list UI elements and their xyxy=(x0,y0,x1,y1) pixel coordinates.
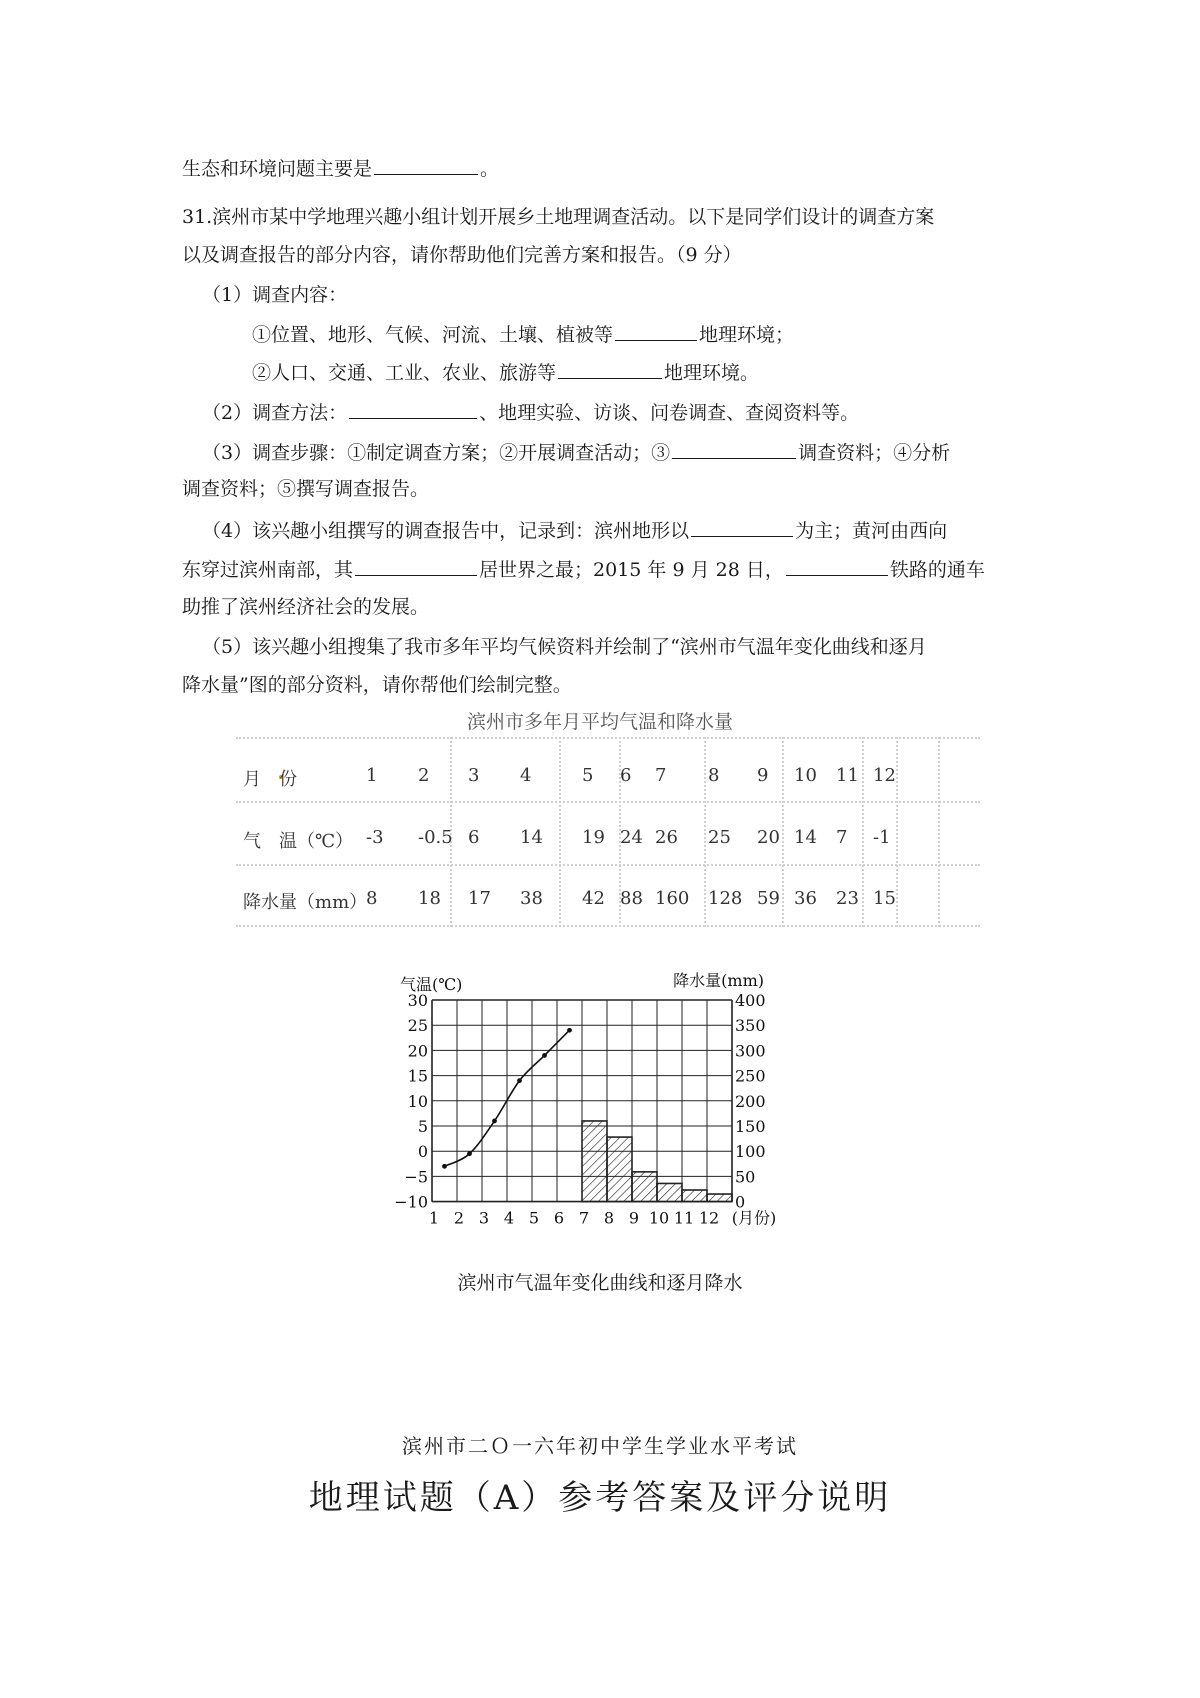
left-tick-label: 30 xyxy=(407,991,428,1010)
x-tick-label: 11 xyxy=(673,1208,695,1228)
right-tick-label: 0 xyxy=(735,1192,746,1212)
temperature-point xyxy=(492,1119,497,1124)
temp-cell: 6 xyxy=(468,827,480,848)
temperature-point xyxy=(517,1078,522,1083)
answer-blank-1b[interactable] xyxy=(558,358,662,379)
precip-cell: 15 xyxy=(873,888,896,909)
x-tick-label: 6 xyxy=(553,1208,565,1228)
right-tick-label: 100 xyxy=(735,1142,766,1162)
left-axis-title: 气温(℃) xyxy=(400,975,463,994)
precip-cell: 128 xyxy=(708,888,743,909)
table-rule xyxy=(559,737,561,927)
q31-part-4-post: 为主；黄河由西向 xyxy=(795,520,948,542)
table-rule xyxy=(236,925,980,927)
q31-part-1b-pre: ②人口、交通、工业、农业、旅游等 xyxy=(252,362,557,384)
top-line xyxy=(182,154,499,182)
month-cell: 8 xyxy=(708,765,720,786)
table-rule xyxy=(938,737,940,927)
q31-part-4-line-2a: 东穿过滨州南部，其 xyxy=(182,559,354,581)
x-tick-label: 4 xyxy=(503,1208,515,1228)
left-tick-label: 25 xyxy=(407,1016,428,1036)
temperature-point xyxy=(542,1053,547,1058)
answer-key-title: 地理试题（A）参考答案及评分说明 xyxy=(308,1478,892,1518)
answer-blank-4a[interactable] xyxy=(691,516,793,537)
q31-part-2-post: 、地理实验、访谈、问卷调查、查阅资料等。 xyxy=(479,402,860,424)
temp-cell: -0.5 xyxy=(418,827,453,848)
q31-part-5-line-2: 降水量”图的部分资料，请你帮他们绘制完整。 xyxy=(182,674,572,696)
top-line-end: 。 xyxy=(480,158,500,180)
table-caption: 滨州市多年月平均气温和降水量 xyxy=(466,711,733,733)
q31-part-2 xyxy=(202,398,859,426)
table-rule xyxy=(236,737,980,739)
q31-part-4-line-3: 助推了滨州经济社会的发展。 xyxy=(182,596,430,618)
x-tick-label: 2 xyxy=(453,1208,465,1228)
right-tick-label: 350 xyxy=(735,1016,766,1036)
answer-blank-4c[interactable] xyxy=(786,555,888,576)
temp-cell: -1 xyxy=(873,827,891,848)
month-cell: 9 xyxy=(757,765,769,786)
left-tick-label: 20 xyxy=(407,1041,428,1061)
temperature-point xyxy=(567,1028,572,1033)
top-line-text: 生态和环境问题主要是 xyxy=(182,158,373,180)
q31-intro-line-2: 以及调查报告的部分内容，请你帮助他们完善方案和报告。（9 分） xyxy=(182,244,742,266)
q31-part-4 xyxy=(202,516,947,544)
month-cell: 7 xyxy=(655,765,667,786)
precip-cell: 38 xyxy=(520,888,543,909)
q31-part-3-pre: （3）调查步骤：①制定调查方案；②开展调查活动；③ xyxy=(202,442,671,464)
month-cell: 1 xyxy=(366,765,378,786)
month-cell: 12 xyxy=(873,765,896,786)
precip-cell: 17 xyxy=(468,888,491,909)
q31-intro-line-1: 31.滨州市某中学地理兴趣小组计划开展乡土地理调查活动。以下是同学们设计的调查方案 xyxy=(182,206,935,228)
left-tick-label: 10 xyxy=(407,1091,428,1111)
temp-cell: 24 xyxy=(620,827,643,848)
row-label-precip: 降水量（mm） xyxy=(243,892,368,913)
precip-bar xyxy=(632,1172,657,1202)
left-tick-label: 0 xyxy=(417,1142,428,1162)
q31-part-2-pre: （2）调查方法： xyxy=(202,402,348,424)
month-cell: 5 xyxy=(582,765,594,786)
q31-part-5-line-1: （5）该兴趣小组搜集了我市多年平均气候资料并绘制了“滨州市气温年变化曲线和逐月 xyxy=(202,636,927,658)
right-tick-label: 200 xyxy=(735,1091,766,1111)
q31-part-1a-post: 地理环境； xyxy=(699,324,795,346)
precip-cell: 59 xyxy=(757,888,780,909)
table-rule xyxy=(236,864,980,866)
climate-table xyxy=(236,737,980,927)
precip-cell: 160 xyxy=(655,888,690,909)
answer-blank-2[interactable] xyxy=(349,398,477,419)
x-tick-label: 8 xyxy=(603,1208,615,1228)
left-tick-label: 15 xyxy=(407,1066,428,1086)
left-tick-label: 5 xyxy=(417,1117,428,1136)
month-cell: 2 xyxy=(418,765,430,786)
answer-blank-4b[interactable] xyxy=(355,555,477,576)
q31-part-3-line-2: 调查资料；⑤撰写调查报告。 xyxy=(182,478,430,500)
table-rule xyxy=(862,737,864,927)
precip-cell: 88 xyxy=(620,888,643,909)
q31-part-1a-pre: ①位置、地形、气候、河流、土壤、植被等 xyxy=(252,324,614,346)
precip-bar xyxy=(657,1183,682,1201)
table-rule xyxy=(236,801,980,803)
exam-title: 滨州市二Ｏ一六年初中学生学业水平考试 xyxy=(402,1434,798,1458)
x-tick-label: 7 xyxy=(578,1208,590,1228)
precip-bar xyxy=(707,1194,732,1202)
right-axis-title: 降水量(mm) xyxy=(673,971,764,990)
precip-cell: 36 xyxy=(794,888,817,909)
row-label-temp: 气 温（℃） xyxy=(243,831,354,852)
table-rule xyxy=(704,737,706,927)
month-cell: 3 xyxy=(468,765,480,786)
left-tick-label: −5 xyxy=(404,1167,428,1187)
temp-cell: 7 xyxy=(836,827,848,848)
temp-cell: -3 xyxy=(366,827,384,848)
q31-part-1b xyxy=(252,358,759,386)
q31-part-4-line-2 xyxy=(182,555,985,583)
x-axis-unit: (月份) xyxy=(731,1208,777,1228)
x-tick-label: 12 xyxy=(698,1208,720,1228)
q31-part-1-heading: （1）调查内容： xyxy=(202,284,348,306)
answer-blank-1a[interactable] xyxy=(615,320,697,341)
q31-part-1a xyxy=(252,320,794,348)
q31-part-4-line-2c: 铁路的通车 xyxy=(889,559,985,581)
row-label-month: 月 份 xyxy=(243,769,297,790)
precip-bar xyxy=(582,1121,607,1202)
x-tick-label: 9 xyxy=(628,1208,640,1228)
temp-cell: 25 xyxy=(708,827,731,848)
precip-cell: 18 xyxy=(418,888,441,909)
right-tick-label: 300 xyxy=(735,1041,766,1061)
month-cell: 10 xyxy=(794,765,817,786)
temp-cell: 26 xyxy=(655,827,678,848)
right-tick-label: 50 xyxy=(735,1167,756,1187)
x-tick-label: 5 xyxy=(528,1208,540,1228)
climate-chart xyxy=(394,958,820,1268)
table-rule xyxy=(782,737,784,927)
x-tick-label: 1 xyxy=(428,1208,440,1228)
month-cell: 4 xyxy=(520,765,532,786)
q31-part-4-line-2b: 居世界之最；2015 年 9 月 28 日， xyxy=(479,559,784,581)
precip-cell: 23 xyxy=(836,888,859,909)
precip-bar xyxy=(607,1137,632,1202)
temp-cell: 14 xyxy=(794,827,817,848)
x-tick-label: 3 xyxy=(478,1208,490,1228)
precip-cell: 8 xyxy=(366,888,378,909)
right-tick-label: 400 xyxy=(735,991,766,1010)
answer-blank-3[interactable] xyxy=(672,438,796,459)
month-cell: 6 xyxy=(620,765,632,786)
temp-cell: 19 xyxy=(582,827,605,848)
temperature-point xyxy=(442,1164,447,1169)
x-tick-label: 10 xyxy=(648,1208,670,1228)
temp-cell: 14 xyxy=(520,827,543,848)
precip-bar xyxy=(682,1190,707,1202)
q31-part-3-post: 调查资料；④分析 xyxy=(798,442,951,464)
right-tick-label: 250 xyxy=(735,1066,766,1086)
month-cell: 11 xyxy=(836,765,859,786)
q31-part-4-pre: （4）该兴趣小组撰写的调查报告中，记录到：滨州地形以 xyxy=(202,520,690,542)
q31-part-3 xyxy=(202,438,950,466)
precip-cell: 42 xyxy=(582,888,605,909)
temperature-point xyxy=(467,1151,472,1156)
left-tick-label: −10 xyxy=(394,1192,428,1212)
table-rule xyxy=(896,737,898,927)
temp-cell: 20 xyxy=(757,827,780,848)
right-tick-label: 150 xyxy=(735,1117,766,1136)
answer-blank-0[interactable] xyxy=(374,154,478,175)
q31-part-1b-post: 地理环境。 xyxy=(664,362,760,384)
chart-title: 滨州市气温年变化曲线和逐月降水 xyxy=(457,1272,743,1294)
